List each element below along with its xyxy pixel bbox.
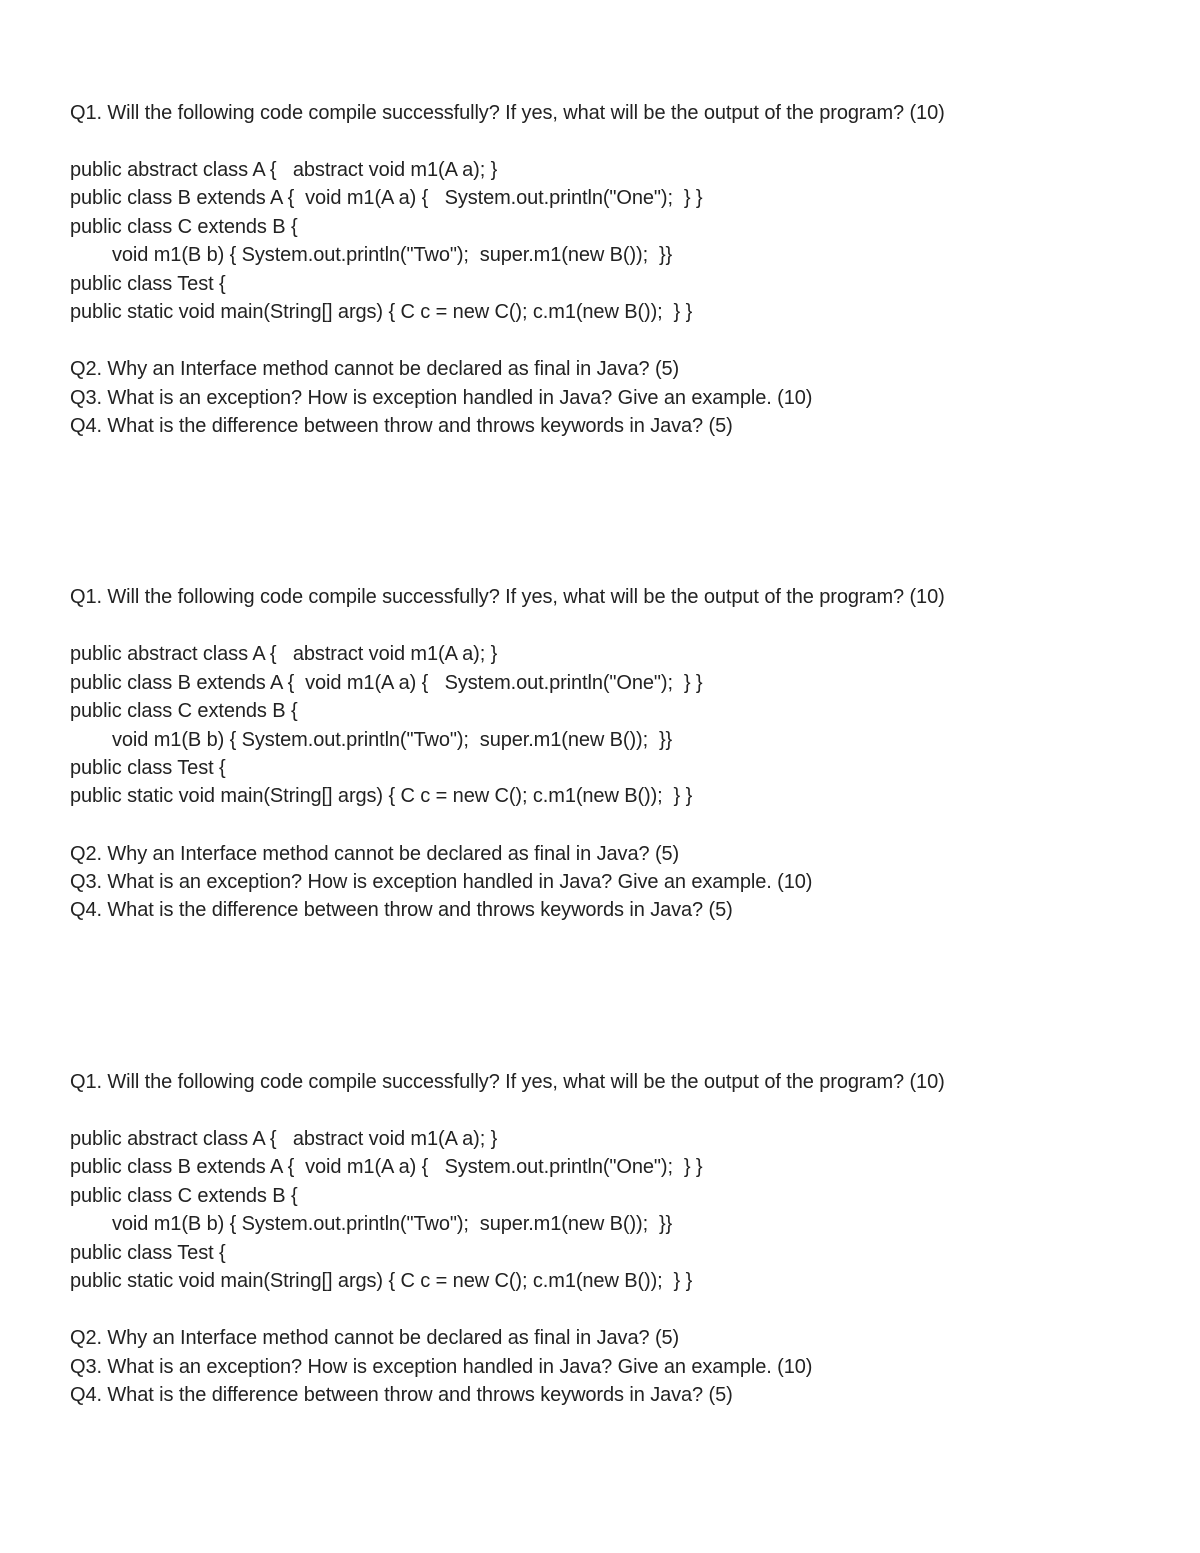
code-line: public class Test { [70,273,226,295]
code-line: void m1(B b) { System.out.println("Two"); super.m1(new B()); }} [112,244,673,266]
code-line: void m1(B b) { System.out.println("Two"); super.m1(new B()); }} [112,729,673,751]
code-line: public static void main(String[] args) { C c = new C(); c.m1(new B()); } } [70,1270,693,1292]
code-line: public class C extends B { [70,216,298,238]
question-q2: Q2. Why an Interface method cannot be declared as final in Java? (5) [70,358,680,380]
code-line: public abstract class A { abstract void m1(A a); } [70,1128,498,1150]
question-q1: Q1. Will the following code compile successfully? If yes, what will be the output of the program? (10) [70,102,945,124]
question-q3: Q3. What is an exception? How is exception handled in Java? Give an example. (10) [70,387,813,409]
code-line: public static void main(String[] args) { C c = new C(); c.m1(new B()); } } [70,785,693,807]
question-q4: Q4. What is the difference between throw and throws keywords in Java? (5) [70,1384,733,1406]
code-line: public class C extends B { [70,700,298,722]
code-line: public abstract class A { abstract void m1(A a); } [70,643,498,665]
code-line: public class Test { [70,1242,226,1264]
question-q2: Q2. Why an Interface method cannot be declared as final in Java? (5) [70,1327,680,1349]
question-q2: Q2. Why an Interface method cannot be declared as final in Java? (5) [70,843,680,865]
question-q1: Q1. Will the following code compile successfully? If yes, what will be the output of the program? (10) [70,1071,945,1093]
code-line: public static void main(String[] args) { C c = new C(); c.m1(new B()); } } [70,301,693,323]
code-line: public class B extends A { void m1(A a) { System.out.println("One"); } } [70,672,703,694]
code-line: public class B extends A { void m1(A a) { System.out.println("One"); } } [70,187,703,209]
question-q3: Q3. What is an exception? How is exception handled in Java? Give an example. (10) [70,1356,813,1378]
question-q4: Q4. What is the difference between throw and throws keywords in Java? (5) [70,415,733,437]
code-line: public class B extends A { void m1(A a) { System.out.println("One"); } } [70,1156,703,1178]
code-line: public class C extends B { [70,1185,298,1207]
code-line: public class Test { [70,757,226,779]
code-line: void m1(B b) { System.out.println("Two"); super.m1(new B()); }} [112,1213,673,1235]
code-line: public abstract class A { abstract void m1(A a); } [70,159,498,181]
question-q1: Q1. Will the following code compile successfully? If yes, what will be the output of the program? (10) [70,586,945,608]
question-q4: Q4. What is the difference between throw and throws keywords in Java? (5) [70,899,733,921]
question-q3: Q3. What is an exception? How is exception handled in Java? Give an example. (10) [70,871,813,893]
